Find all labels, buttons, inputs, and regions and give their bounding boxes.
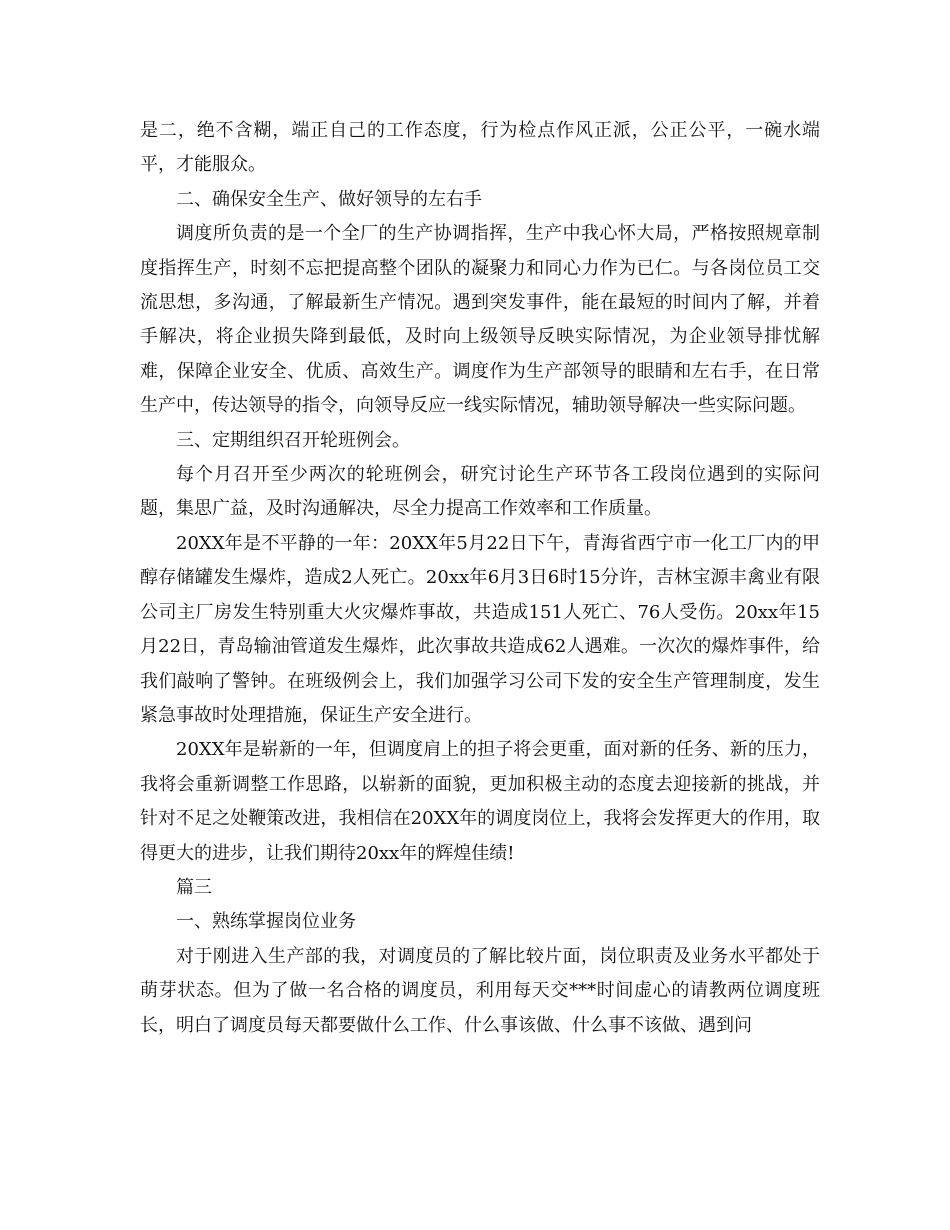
paragraph-mastery: 对于刚进入生产部的我，对调度员的了解比较片面，岗位职责及业务水平都处于萌芽状态。但为了做一名合格的调度员，利用每天交***时间虚心的请教两位调度班长，明白了调度员每天都要做什么工作、什么事该做、什么事不该做、遇到问	[140, 945, 820, 1036]
section-heading-safety: 二、确保安全生产、做好领导的左右手	[176, 188, 482, 210]
paragraph-outlook: 20XX年是崭新的一年，但调度肩上的担子将会更重，面对新的任务、新的压力，我将会重新调整工作思路，以崭新的面貌，更加积极主动的态度去迎接新的挑战，并针对不足之处鞭策改进，我相信在20XX年的调度岗位上，我将会发挥更大的作用，取得更大的进步，让我们期待20xx年的辉煌佳绩!	[140, 739, 820, 864]
document-body	[140, 114, 820, 1043]
paragraph-dispatch-duties: 调度所负责的是一个全厂的生产协调指挥，生产中我心怀大局，严格按照规章制度指挥生产，时刻不忘把提高整个团队的凝聚力和同心力作为已仁。与各岗位员工交流思想，多沟通，了解最新生产情况。遇到突发事件，能在最短的时间内了解，并着手解决，将企业损失降到最低，及时向上级领导反映实际情况，为企业领导排忧解难，保障企业安全、优质、高效生产。调度作为生产部领导的眼睛和左右手，在日常生产中，传达领导的指令，向领导反应一线实际情况，辅助领导解决一些实际问题。	[140, 223, 820, 417]
paragraph-meetings: 每个月召开至少两次的轮班例会，研究讨论生产环节各工段岗位遇到的实际问题，集思广益，及时沟通解决，尽全力提高工作效率和工作质量。	[140, 464, 820, 520]
section-heading-meetings: 三、定期组织召开轮班例会。	[176, 429, 410, 451]
paragraph-continuation: 是二，绝不含糊，端正自己的工作态度，行为检点作风正派，公正公平，一碗水端平，才能服众。	[140, 120, 820, 176]
part-heading: 篇三	[176, 876, 212, 898]
section-heading-mastery: 一、熟练掌握岗位业务	[176, 911, 356, 933]
paragraph-incidents: 20XX年是不平静的一年：20XX年5月22日下午，青海省西宁市一化工厂内的甲醇存储罐发生爆炸，造成2人死亡。20xx年6月3日6时15分许，吉林宝源丰禽业有限公司主厂房发生特别重大火灾爆炸事故，共造成151人死亡、76人受伤。20xx年15月22日，青岛输油管道发生爆炸，此次事故共造成62人遇难。一次次的爆炸事件，给我们敲响了警钟。在班级例会上，我们加强学习公司下发的安全生产管理制度，发生紧急事故时处理措施，保证生产安全进行。	[140, 532, 820, 726]
